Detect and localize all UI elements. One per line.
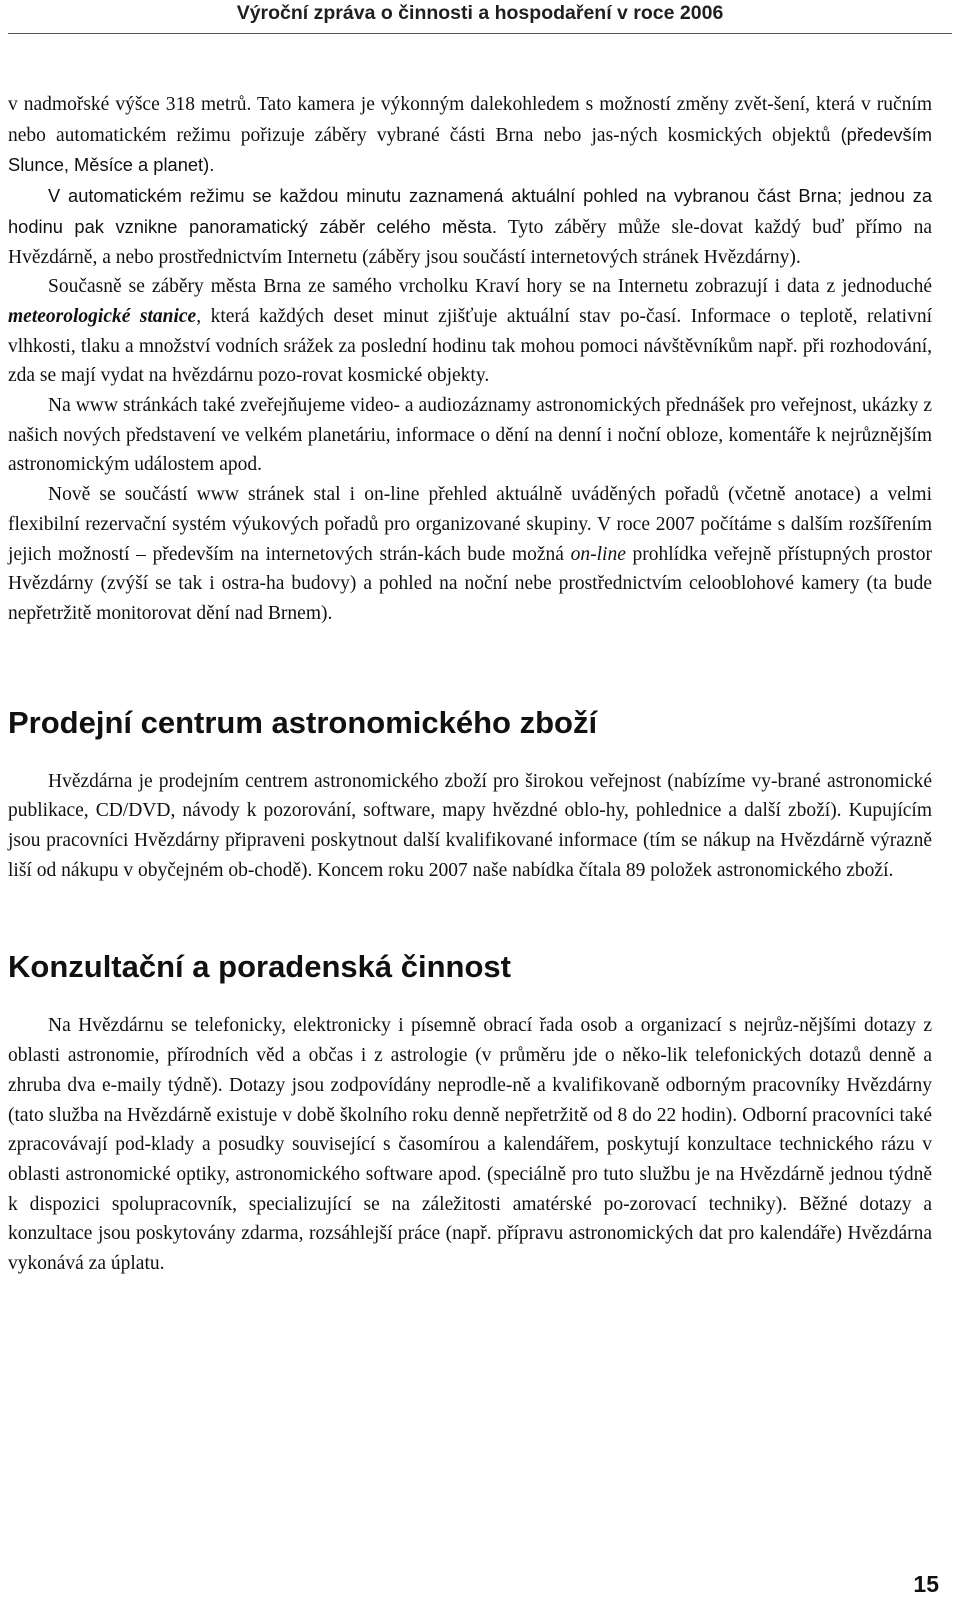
intro-p1-text-b: (především Slunce, Měsíce a planet). — [8, 123, 932, 176]
intro-paragraph-4: Na www stránkách také zveřejňujeme video- a audiozáznamy astronomických přednášek pro veřejnost, ukázky z našich nových představení ve velkém planetáriu, informace o dění na denní i noční obloze, komentáře k nejrůznějším astronomickým událostem apod. — [8, 395, 932, 476]
sales-center-paragraph: Hvězdárna je prodejním centrem astronomického zboží pro širokou veřejnost (nabízíme vy-brané astronomické publikace, CD/DVD, návody k pozorování, software, mapy hvězdné oblo-hy, pohlednice a další zboží). Kupujícím jsou pracovníci Hvězdárny připraveni poskytnout další kvalifikované informace (tím se nákup na Hvězdárně výrazně liší od nákupu v obyčejném ob-chodě). Koncem roku 2007 naše nabídka čítala 89 položek astronomického zboží. — [8, 770, 932, 881]
section-title-sales-center: Prodejní centrum astronomického zboží — [8, 704, 598, 740]
intro-p5-text-b: prohlídka veřejně přístupných prostor Hvězdárny (zvýší se tak i ostra-ha budovy) a pohled na noční nebe prostřednictvím celooblohové kamery (ta bude nepřetržitě monitorovat dění nad Brnem). — [8, 543, 932, 624]
meteorological-station-emphasis: meteorologické stanice — [8, 305, 197, 327]
consulting-paragraph: Na Hvězdárnu se telefonicky, elektronicky i písemně obrací řada osob a organizací s nejrůz-nějšími dotazy z oblasti astronomie, přírodních věd a občas i z astrologie (v průměru jde o něko-lik telefonických dotazů denně a zhruba dva e-maily týdně). Dotazy jsou zodpovídány neprodle-ně a kvalifikovaně odborným pracovníky Hvězdárny (tato služba na Hvězdárně existuje v době školního roku denně nepřetržitě od 8 do 22 hodin). Odborní pracovníci také zpracovávají pod-klady a posudky související s časomírou a kalendářem, poskytují konzultace technického rázu v oblasti astronomické optiky, astronomického software apod. (speciálně pro tuto službu je na Hvězdárně jednou týdně k dispozici spolupracovník, specializující se na záležitosti amatérské po-zorovací techniky). Běžné dotazy a konzultace jsou poskytovány zdarma, rozsáhlejší práce (např. přípravu astronomických dat pro kalendáře) Hvězdárna vykonává za úplatu. — [8, 1015, 932, 1275]
intro-p5-text-a: Nově se součástí www stránek stal i on-line přehled aktuálně uváděných pořadů (včetně anotace) a velmi flexibilní rezervační systém výukových pořadů pro organizované skupiny. V roce 2007 počítáme s dalším rozšířením jejich možností – především na internetových strán-kách bude možná — [8, 484, 932, 565]
intro-p2-text-a: V automatickém režimu se každou minutu zaznamená aktuální pohled na vybranou část Brna; jednou za hodinu pak vznikne panoramatický záběr celého města. — [8, 185, 932, 237]
intro-p1-text-a: v nadmořské výšce 318 metrů. Tato kamera je výkonným dalekohledem s možností změny zvět-šení, která v ručním nebo automatickém režimu pořizuje záběry vybrané části Brna nebo jas-ných kosmických objektů — [8, 94, 932, 146]
page-number: 15 — [913, 1571, 939, 1597]
intro-p3-text-b: , která každých deset minut zjišťuje aktuální stav po-časí. Informace o teplotě, relativní vlhkosti, tlaku a množství vodních srážek za poslední hodinu tak mohou pomoci návštěvníkům např. při rozhodování, zda se mají vydat na hvězdárnu pozo-rovat kosmické objekty. — [8, 305, 932, 387]
page-content — [8, 90, 932, 1279]
running-header: Výroční zpráva o činnosti a hospodaření v roce 2006 — [236, 2, 724, 24]
intro-paragraph-5 — [8, 480, 932, 629]
intro-p3-text-a: Současně se záběry města Brna ze samého vrcholku Kraví hory se na Internetu zobrazují i data z jednoduché — [48, 276, 932, 298]
online-emphasis: on-line — [570, 543, 626, 565]
section-title-consulting: Konzultační a poradenská činnost — [8, 949, 511, 985]
intro-paragraph-1 — [8, 90, 932, 181]
header-rule — [8, 33, 952, 34]
intro-p2-text-b: Tyto záběry může sle-dovat každý buď přímo na Hvězdárně, a nebo prostřednictvím Internetu (záběry jsou součástí internetových stránek Hvězdárny). — [8, 216, 932, 268]
intro-paragraph-3 — [8, 272, 932, 391]
intro-paragraph-2 — [8, 181, 932, 272]
